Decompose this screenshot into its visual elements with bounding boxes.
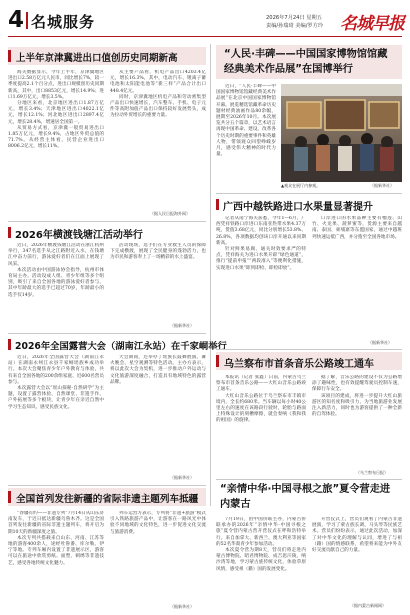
section-divider: [216, 193, 402, 194]
museum-photo: [281, 84, 402, 182]
headline-text: 2026年全国露营大会（湖南江永站）在千家峒举行: [15, 341, 227, 352]
article-credit: （乌兰察布日报）: [356, 470, 388, 475]
article-body: 近日，2026年横渡钱塘江活动在浙江杭州举行，347名选手从之江路附近入水，在钱塘江中奋力前行，游泳爱好者们在江面上展现了风采。 本次活动由中国游泳协会指导，杭州市体育局主办。活动设成人组、青少年组等多个组别，吸引了来自全国各地的游泳爱好者参与，其中年龄最大的选手已超过70岁，年龄最小的选手仅14岁。: [8, 243, 104, 298]
article-body: 开营仪式上，营员们观看了内蒙古非遗展演，学习了蒙古族长调、马头琴等民族艺术。营员们纷纷表示，通过此次活动，加深了对中华文化的理解与认同，增进了与祖（籍）国的情感联系，希望将来能为中外友好交流贡献自己的力量。: [312, 517, 402, 554]
headline-bar: [8, 227, 11, 238]
article-credit: （据新华社）: [170, 323, 194, 328]
header-rule: [8, 36, 402, 37]
article-body: 列车运营方表示，专列将“非遗+旅游”模式引入铁路旅游产品中，让游客在一路风光中体验不同地域的文化特色，进一步促进文化交流与旅游消费。: [110, 511, 206, 535]
headline-bar: [8, 491, 11, 503]
article-body: 口岸进口的水果品种主要有榴莲、山竹、火龙果、菠萝蜜等，货源主要来自越南、泰国、柬埔寨等东盟国家，通过中越班列快速运抵广西，并分拨至全国各地市场。: [312, 216, 402, 240]
article-body: 记者从南宁海关获悉，今年1—6月，广西凭祥铁路口岸进口东南亚热带水果4.37万吨，货值3.68亿元，同比分别增长53.8%、26.8%，各项数据均创该口岸开通以来同期新高。 针对鲜果易腐、通关时效要求严的特点，凭祥海关为进口水果开辟“绿色通道”，推行“提前申报”“两段准入”等便利化措施，实现进口水果“即到即检、即检即放”。: [216, 216, 306, 271]
article-body: 近日，2026年全国露营大会（湖南江永站）在湖南永州江永县千家峒瑶族乡成功举行。本次大会聚焦青少年户外教育与体验，共有来自全国各地的200余组家庭、近600名营员参与。 本次露营大会以“瑶山探秘·自然研学”为主题，设置了露营体验、自然课堂、非遗手作、户外拓展等多个板块，让青少年在亲近自然中学习生态知识、感受民族文化。: [8, 355, 104, 410]
headline-bar: [8, 50, 11, 62]
museum-headline-box: [216, 45, 402, 79]
article-body: 本报讯（记者 张鑫）日前，内蒙古乌兰察布市首条音乐公路——大红山音乐公路竣工通车。 大红山音乐公路位于乌兰察布市丰镇市境内，全长约680米。当车辆以每小时40公里左右的速度在该路段行驶时，轮胎与路面上特殊设计的刻槽摩擦，就会奏响《我和我的祖国》的旋律。: [216, 375, 306, 424]
section-divider: [216, 349, 402, 350]
article-body: 从主要产品看，机电产品出口4203.4亿元，增长16.3%，其中，电动汽车、锂离子蓄电池和太阳能电池等“新三样”产品合计出口448.4亿元。 同时，京津冀地区机电产品和劳动密集型产品出口快速增长，汽车整车、手机、电子元件等高附加值产品出口保持较好发展势头，成为拉动外贸增长的重要力量。: [110, 70, 206, 119]
headline-bar: [216, 355, 219, 367]
article-body: 据了解，音乐公路的建设不仅为公路增添了趣味性，也有效提醒驾驶员控制车速，保障行车安全。 该项目的建成，将进一步提升大红山旅游区的知名度和吸引力，为当地旅游业发展注入新活力，同时也为游客提供了一种全新的自驾体验。: [312, 375, 402, 418]
headline-text: 广西中越铁路进口水果量显著提升: [223, 202, 373, 213]
article-body: 大会期间，还举办了瑶族长鼓舞展演、篝火晚会、星空观测等特色活动。主办方表示，将以此次大会为契机，进一步推动户外运动与文化旅游深度融合，打造具有地域特色的露营品牌。: [110, 355, 206, 385]
section-divider: [8, 485, 206, 486]
photo-caption: ▲观众在展厅内参观。: [281, 183, 321, 188]
museum-photo-image: [281, 84, 402, 182]
headline-bar: [8, 339, 11, 350]
headline-text: 乌兰察布市首条音乐公路竣工通车: [224, 359, 374, 370]
article-credit: （据内蒙古新闻网）: [350, 603, 386, 608]
photo-credit: （据新华社）: [370, 183, 394, 188]
headline-text: “亲情中华·中国寻根之旅”夏令营走进内蒙古: [220, 484, 391, 510]
article-body: 近日，“人民·丰碑——中国国家博物馆馆藏经典美术作品展”在北京中国国家博物馆开幕。展览精选馆藏革命历史题材经典油画作品80余幅，展期至2026年10月。本次展览共分五个篇章，以艺术语言再现中国革命、建设、改革各个历史时期的重要事件和英雄人物，带领观众回望峥嵘岁月，感受伟大精神的时代力量。: [216, 84, 276, 158]
headline-text: 全国首列发往新疆的省际非遗主题列车抵疆: [16, 494, 199, 505]
section-divider: [216, 479, 402, 480]
article-credit: （据新华社）: [170, 475, 194, 480]
article-body: 海关数据显示，今年上半年，京津冀地区进出口2.58万亿元人民币，同比增长7%，较一季度提高2.1个百分点，进出口规模创历史同期新高，其中，出口8853亿元，增长14.9%；进口1.69万亿元，增长3.5%。 分地区来看，北京地区进出口1.87万亿元，增长3.4%；天津地区进出口4022.1亿元，增长12.1%；河北地区进出口2897.4亿元，增长28.4%，增速居全国第一。 从贸易方式看，京津冀一般贸易进出口1.85万亿元，增长9.4%，占地区外贸总值的71.7%。从经营主体看，民营企业进出口8006.2亿元，增长11%。: [8, 70, 104, 150]
article-body: 7月19日，由中国侨联主办，内蒙古侨联承办的2026年“亲情中华·中国寻根之旅”夏令营内蒙古营开营仪式在呼和浩特举行。来自加拿大、新西兰、澳大利亚等国家的52名华裔青少年参加活动。 本次夏令营为期8天，营员们将走进内蒙古博物院、昭君博物院、成吉思汗陵、响沙湾等地，学习蒙古族传统文化，体验草原风情，感受祖（籍）国的发展变化。: [216, 517, 306, 572]
article-headline: [216, 352, 402, 370]
article-headline: [8, 47, 206, 65]
article-credit: （据新华社）: [170, 604, 194, 609]
article-body: “春疆有约——非遗专列”7月14日从山东济南发车，于近日抵达新疆乌鲁木齐。这是全国首列发往新疆的省际非遗主题列车，将开启为期10天的新疆深度之旅。 本次专列共搭载来自山东、河南、江苏等地的游客400余人，途经吐鲁番、库尔勒、伊宁等地。专列车厢内设置了非遗展示区，游客可以在旅途中欣赏剪纸、面塑、刺绣等非遗技艺，感受各地传统文化魅力。: [8, 511, 104, 566]
masthead-logo: 名城早报: [340, 14, 404, 34]
article-credit: （据新华社）: [368, 340, 392, 345]
headline-text: 上半年京津冀进出口值创历史同期新高: [16, 53, 178, 64]
article-body: 活动现场，选手们在专业救生人员的保障下完成横渡，展现了全民健身的蓬勃活力，也为市民和游客奉上了一场精彩的水上盛宴。: [110, 243, 206, 261]
page-number: 4: [8, 7, 25, 33]
headline-text: 2026年横渡钱塘江活动举行: [15, 230, 143, 241]
editor-line: 责编/孙瑞琦 美编/罗方玲: [266, 23, 324, 29]
section-divider: [8, 333, 206, 334]
headline-text: “人民·丰碑——中国国家博物馆馆藏经典美术作品展”在国博举行: [224, 49, 388, 75]
article-headline: [8, 488, 206, 506]
column-divider: [210, 44, 211, 506]
date-line: 2026年7月24日 星期五: [266, 15, 322, 21]
page-number-divider: [26, 12, 28, 29]
section-title: 名城服务: [31, 13, 96, 31]
mongolia-headline-box: [216, 482, 402, 514]
article-credit: （据人民日报海外网）: [150, 211, 190, 216]
section-divider: [8, 221, 206, 222]
headline-bar: [216, 199, 219, 210]
